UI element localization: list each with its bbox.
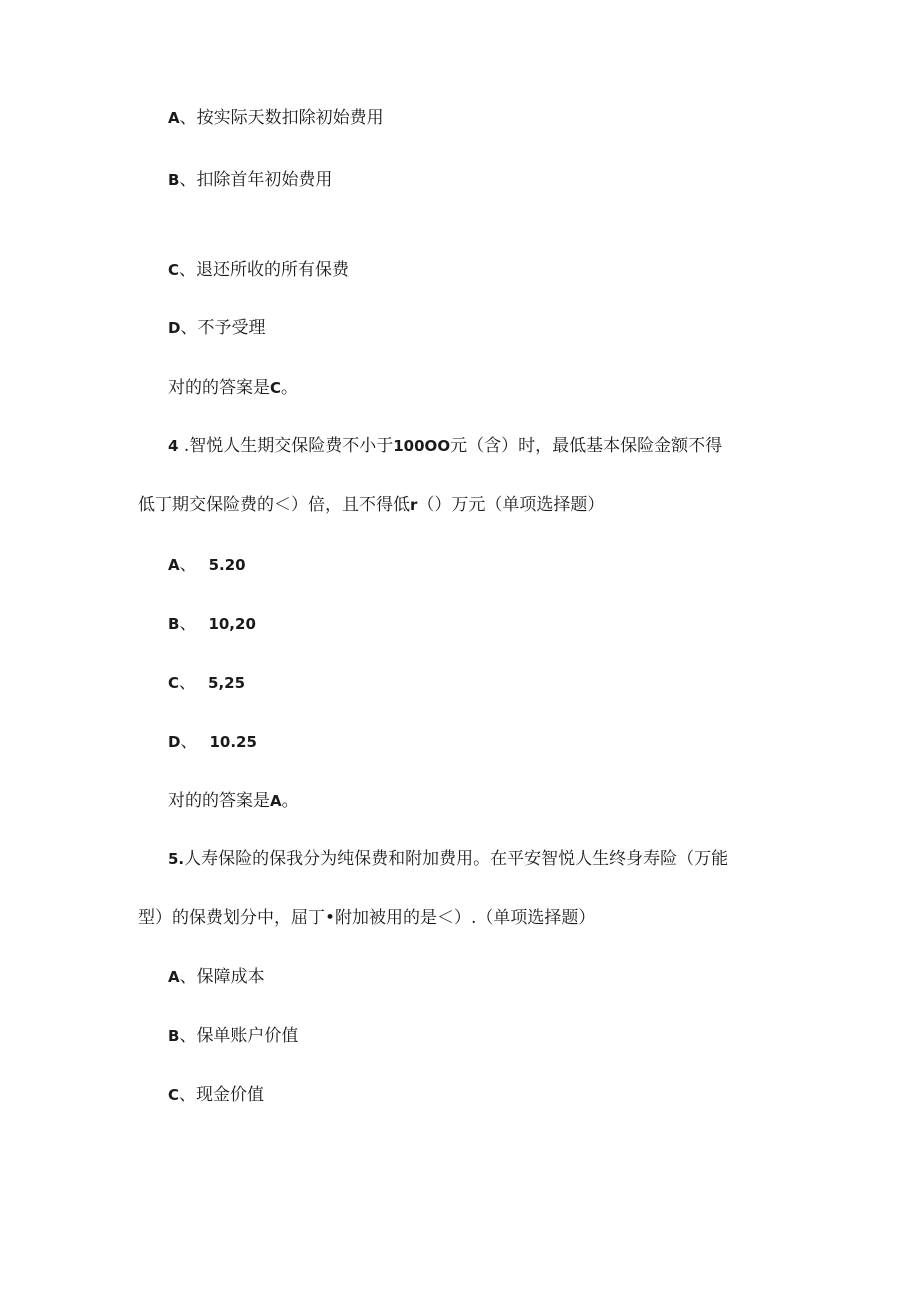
option-text: 不予受理 [197, 318, 266, 338]
question-text: （）万元（单项选择题） [417, 495, 605, 515]
option-letter: C [168, 674, 180, 692]
option-c [168, 258, 349, 282]
option-letter: A [168, 556, 180, 574]
question-text: 低丁期交保险费的＜）倍，且不得低 [138, 495, 410, 515]
question-5-line-1 [168, 847, 728, 871]
question-text: 人寿保险的保我分为纯保费和附加费用。在平安智悦人生终身寿险（万能 [184, 849, 729, 869]
answer-suffix: 。 [281, 378, 299, 398]
option-text: 5.20 [208, 556, 246, 574]
option-separator: 、 [179, 1085, 197, 1105]
question-5-line-2 [138, 906, 595, 930]
question-text: .智悦人生期交保险费不小于 [178, 436, 394, 456]
option-letter: A [168, 968, 180, 986]
option-b [168, 1024, 298, 1048]
option-text: 现金价值 [196, 1085, 265, 1105]
option-letter: B [168, 171, 180, 189]
option-a [168, 553, 246, 577]
option-separator: 、 [180, 732, 198, 752]
option-c [168, 671, 245, 695]
question-stray-char: r [410, 496, 418, 514]
option-separator: 、 [179, 967, 197, 987]
option-d [168, 730, 257, 754]
option-a [168, 106, 384, 130]
option-text: 10.25 [209, 733, 257, 751]
option-separator: 、 [179, 170, 197, 190]
option-text: 按实际天数扣除初始费用 [196, 108, 384, 128]
option-separator: 、 [179, 555, 197, 575]
option-b [168, 168, 332, 192]
option-separator: 、 [179, 1026, 197, 1046]
option-letter: C [168, 1086, 180, 1104]
option-separator: 、 [179, 108, 197, 128]
answer-letter: A [270, 792, 282, 810]
option-text: 退还所收的所有保费 [196, 260, 350, 280]
answer-line [168, 789, 299, 813]
option-d [168, 316, 265, 340]
option-letter: B [168, 615, 180, 633]
option-text: 5,25 [208, 674, 246, 692]
answer-line [168, 376, 298, 400]
option-a [168, 965, 265, 989]
option-letter: D [168, 733, 181, 751]
option-separator: 、 [179, 673, 197, 693]
option-text: 保障成本 [196, 967, 265, 987]
option-text: 扣除首年初始费用 [196, 170, 333, 190]
question-number: 4 [168, 437, 179, 455]
answer-prefix: 对的的答案是 [168, 791, 270, 811]
answer-letter: C [270, 379, 282, 397]
option-letter: A [168, 109, 180, 127]
option-separator: 、 [179, 614, 197, 634]
option-letter: B [168, 1027, 180, 1045]
question-number: 5. [168, 850, 185, 868]
question-4-line-2 [138, 493, 604, 517]
option-c [168, 1083, 264, 1107]
question-amount: 100OO [393, 437, 451, 455]
answer-prefix: 对的的答案是 [168, 378, 270, 398]
question-text: 元（含）时，最低基本保险金额不得 [450, 436, 723, 456]
question-text: 型）的保费划分中，屈丁•附加被用的是＜）.（单项选择题） [138, 908, 596, 928]
option-text: 10,20 [208, 615, 256, 633]
option-letter: D [168, 319, 181, 337]
answer-suffix: 。 [281, 791, 299, 811]
question-4-line-1 [168, 434, 722, 458]
option-separator: 、 [179, 260, 197, 280]
option-letter: C [168, 261, 180, 279]
option-b [168, 612, 256, 636]
option-text: 保单账户价值 [196, 1026, 299, 1046]
option-separator: 、 [180, 318, 198, 338]
